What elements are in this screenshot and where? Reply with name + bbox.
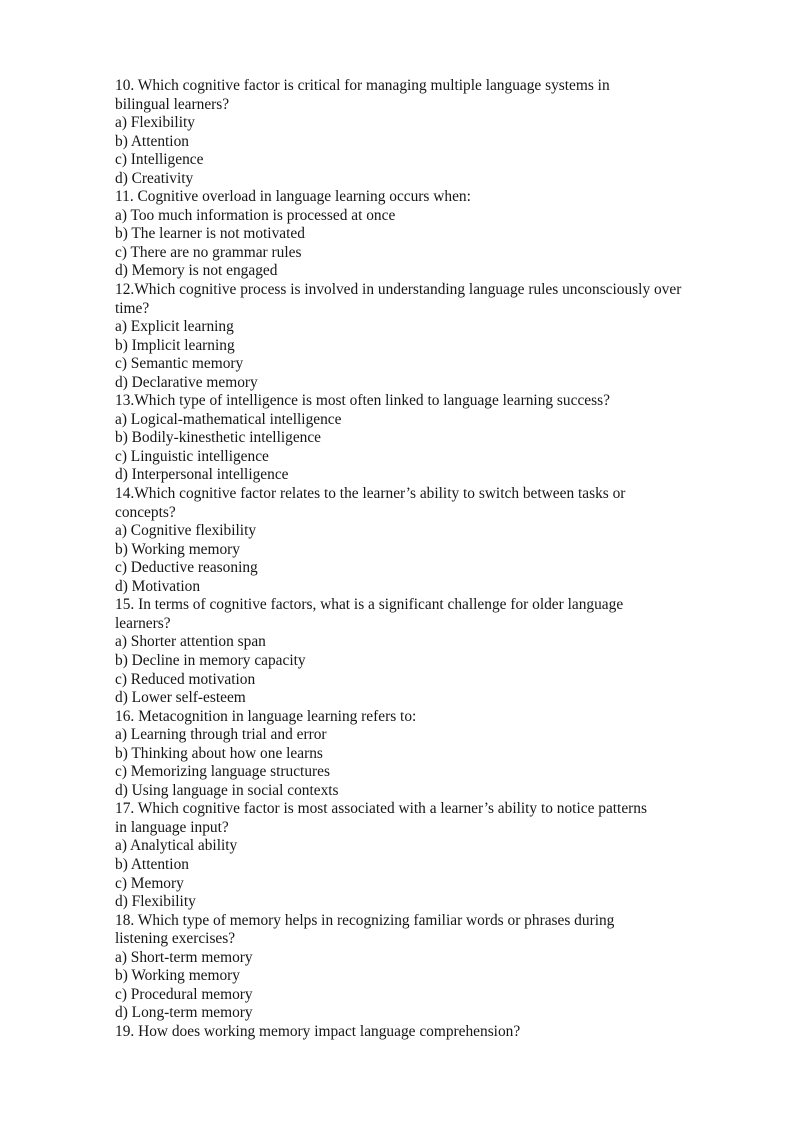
answer-option: d) Lower self-esteem <box>115 689 246 707</box>
answer-option: d) Flexibility <box>115 893 196 911</box>
answer-option: a) Short-term memory <box>115 948 253 966</box>
question-text: listening exercises? <box>115 930 236 948</box>
answer-option: c) Memorizing language structures <box>115 763 330 781</box>
answer-option: a) Too much information is processed at once <box>115 206 396 224</box>
answer-option: b) Working memory <box>115 540 241 558</box>
answer-option: d) Motivation <box>115 577 201 595</box>
answer-option: b) Bodily-kinesthetic intelligence <box>115 429 322 447</box>
question-text: 17. Which cognitive factor is most associated with a learner’s ability to notice patterns <box>115 800 647 818</box>
answer-option: b) Attention <box>115 132 189 150</box>
question-text: 11. Cognitive overload in language learning occurs when: <box>115 188 471 206</box>
question-text: learners? <box>115 614 171 632</box>
answer-option: b) The learner is not motivated <box>115 225 305 243</box>
answer-option: a) Logical-mathematical intelligence <box>115 410 342 428</box>
answer-option: d) Using language in social contexts <box>115 781 339 799</box>
answer-option: a) Flexibility <box>115 114 195 132</box>
answer-option: b) Working memory <box>115 967 241 985</box>
answer-option: a) Explicit learning <box>115 318 234 336</box>
answer-option: c) Intelligence <box>115 151 204 169</box>
answer-option: c) Memory <box>115 874 184 892</box>
answer-option: a) Analytical ability <box>115 837 238 855</box>
question-text: 10. Which cognitive factor is critical for managing multiple language systems in <box>115 77 610 94</box>
document-page <box>115 77 715 1041</box>
question-text: 12.Which cognitive process is involved in understanding language rules unconsciously over <box>115 281 682 299</box>
question-text: 19. How does working memory impact language comprehension? <box>115 1022 521 1040</box>
question-text: concepts? <box>115 503 176 521</box>
question-text: 14.Which cognitive factor relates to the learner’s ability to switch between tasks or <box>115 485 626 503</box>
answer-option: a) Cognitive flexibility <box>115 522 257 540</box>
answer-option: a) Shorter attention span <box>115 633 266 651</box>
question-text: 15. In terms of cognitive factors, what is a significant challenge for older language <box>115 596 624 614</box>
answer-option: c) Deductive reasoning <box>115 559 258 577</box>
answer-option: d) Long-term memory <box>115 1004 253 1022</box>
question-text: in language input? <box>115 818 229 836</box>
answer-option: b) Attention <box>115 855 189 873</box>
answer-option: c) Linguistic intelligence <box>115 447 269 465</box>
answer-option: b) Thinking about how one learns <box>115 744 323 762</box>
question-text: bilingual learners? <box>115 95 230 113</box>
question-text: time? <box>115 299 150 317</box>
answer-option: c) There are no grammar rules <box>115 243 302 261</box>
answer-option: c) Semantic memory <box>115 355 244 373</box>
answer-option: c) Procedural memory <box>115 985 253 1003</box>
answer-option: d) Memory is not engaged <box>115 262 278 280</box>
question-text: 18. Which type of memory helps in recognizing familiar words or phrases during <box>115 911 615 929</box>
answer-option: a) Learning through trial and error <box>115 726 327 744</box>
answer-option: b) Decline in memory capacity <box>115 651 306 669</box>
answer-option: d) Declarative memory <box>115 373 258 391</box>
answer-option: b) Implicit learning <box>115 336 235 354</box>
answer-option: d) Creativity <box>115 169 194 187</box>
answer-option: c) Reduced motivation <box>115 670 256 688</box>
answer-option: d) Interpersonal intelligence <box>115 466 289 484</box>
question-text: 16. Metacognition in language learning refers to: <box>115 707 417 725</box>
question-text: 13.Which type of intelligence is most often linked to language learning success? <box>115 392 610 410</box>
